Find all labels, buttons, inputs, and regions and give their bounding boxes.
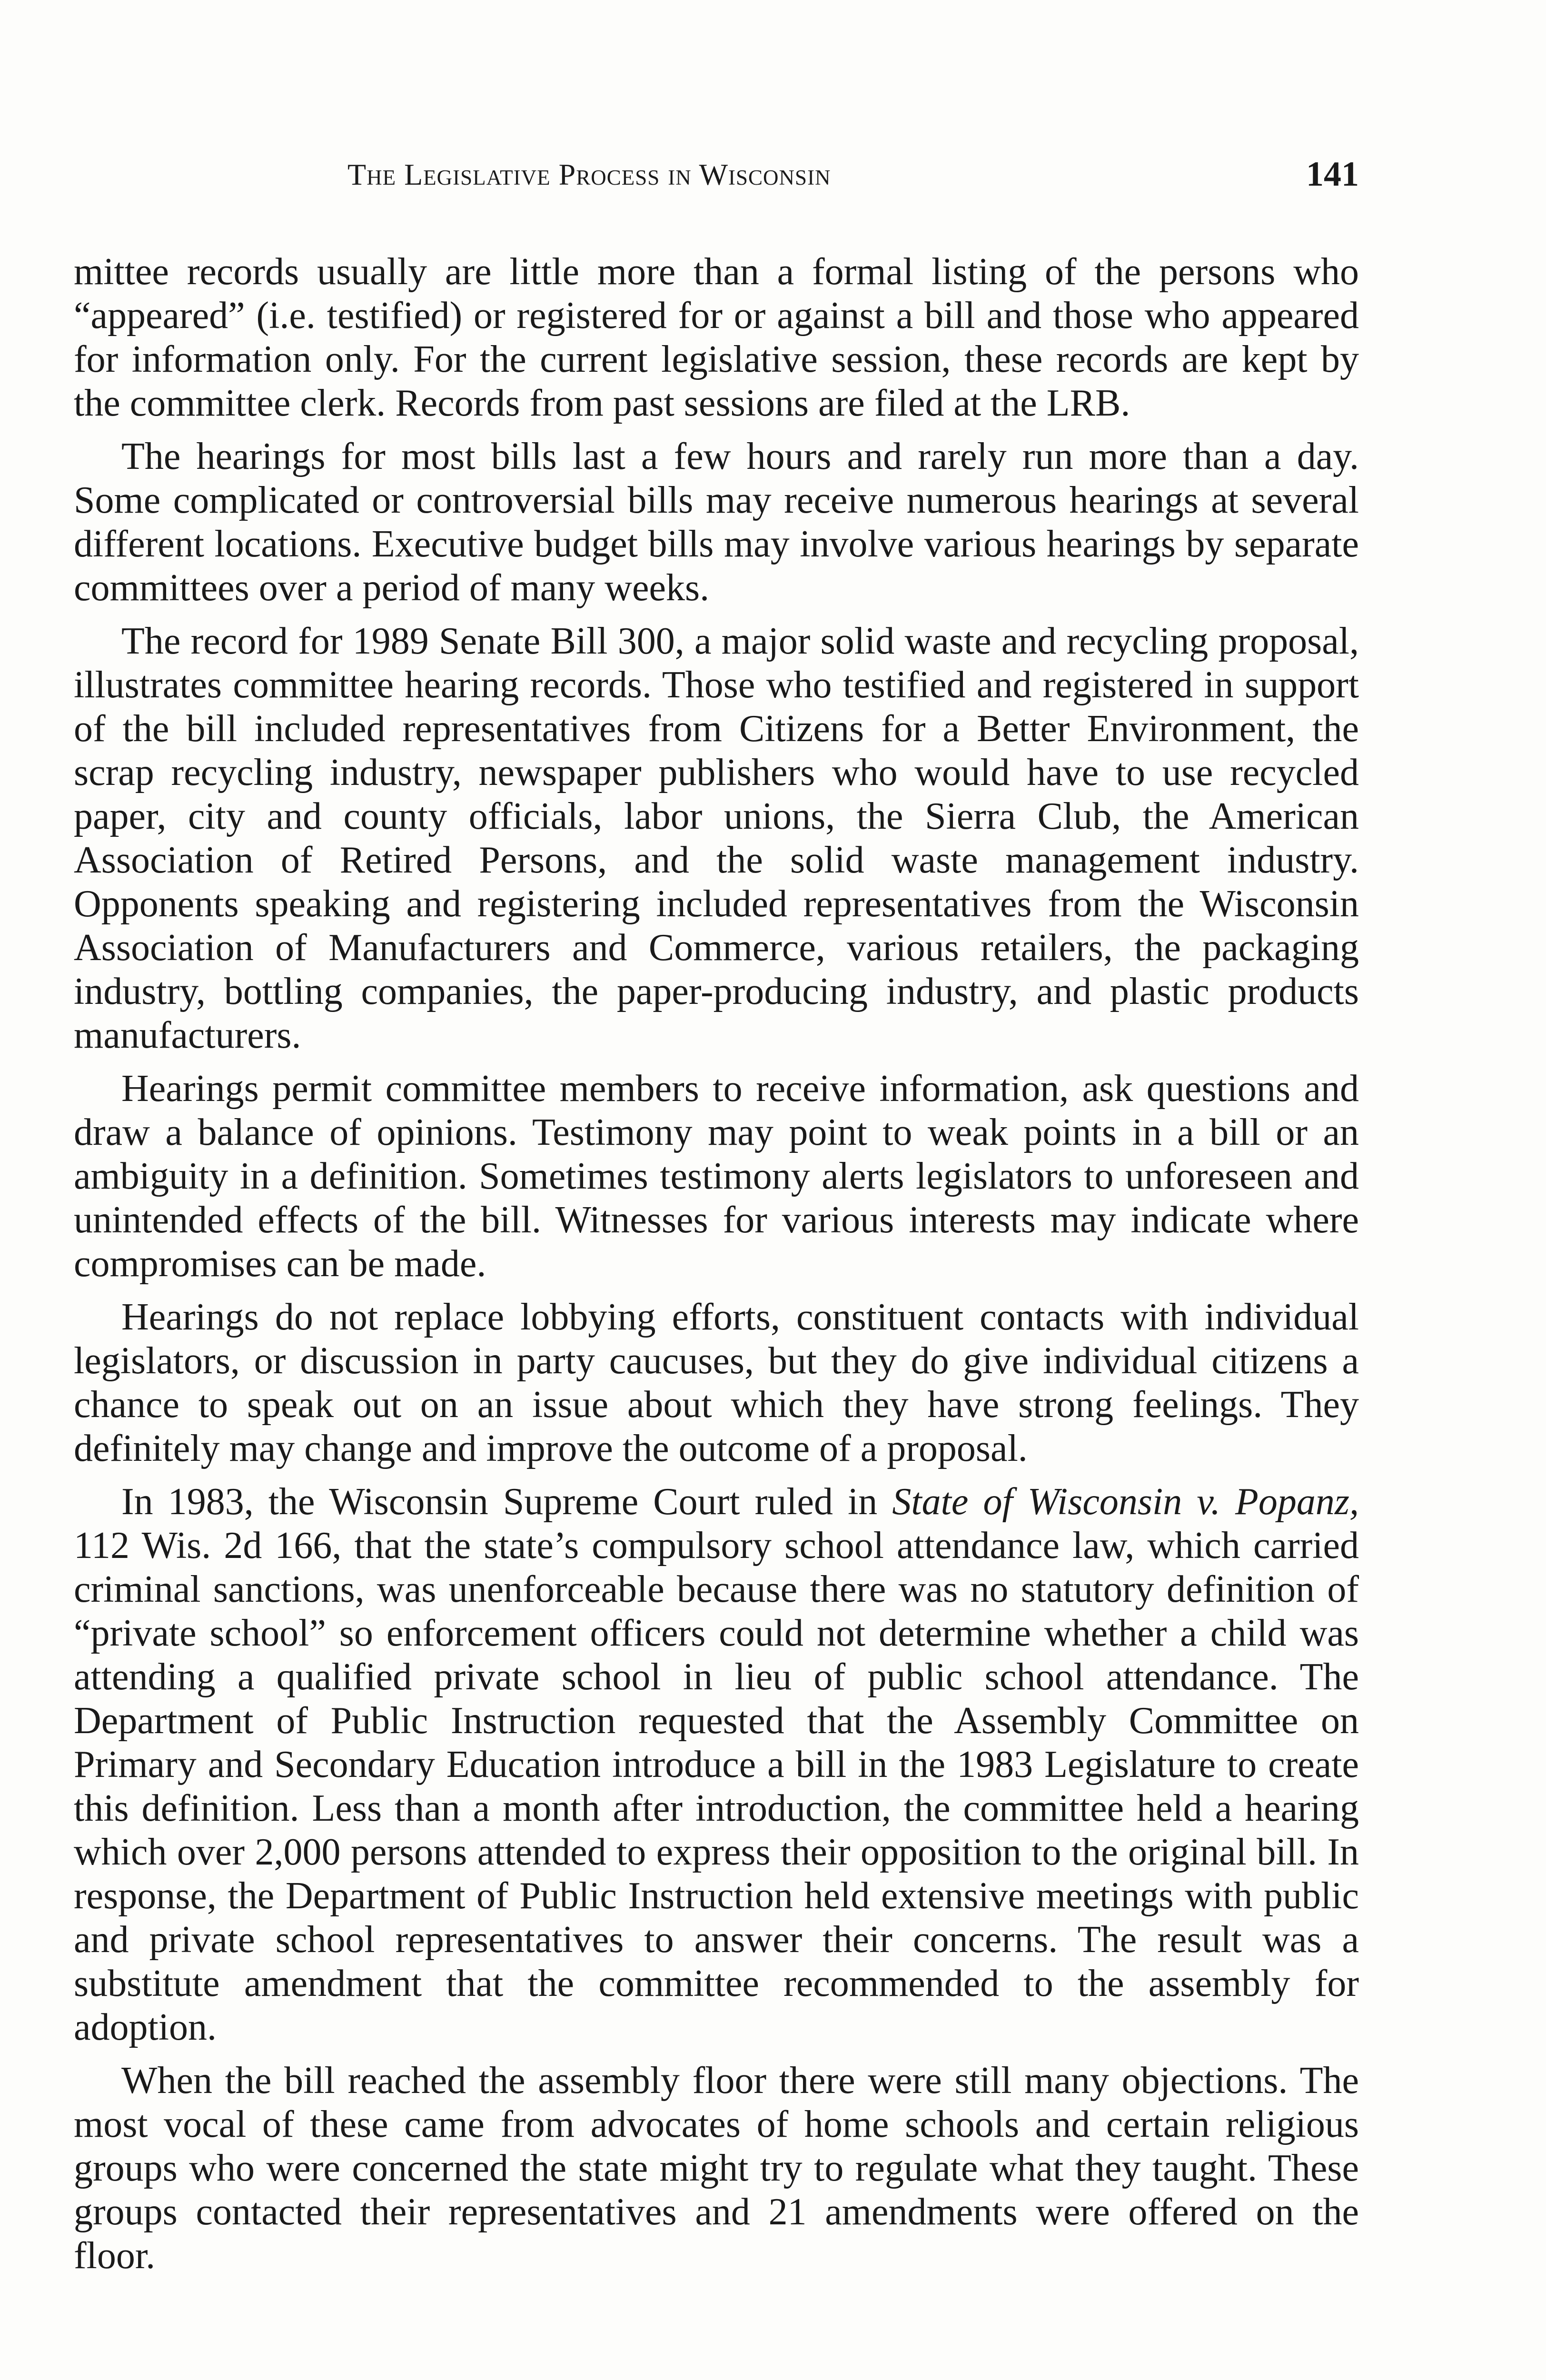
- running-head: [347, 157, 831, 192]
- page-header: [74, 157, 1359, 200]
- running-head-text: The Legislative Process in Wisconsin: [347, 158, 831, 191]
- body-text: [74, 250, 1359, 2287]
- paragraph-senate-bill-300: The record for 1989 Senate Bill 300, a major solid waste and recycling proposal, illustrates committee hearing records. Those who testified and registered in support of the bill included representatives from Citizens for a Better Environment, the scrap recycling industry, newspaper publishers who would have to use recycled paper, city and county officials, labor unions, the Sierra Club, the American Association of Retired Persons, and the solid waste management industry. Opponents speaking and registering included representatives from the Wisconsin Association of Manufacturers and Commerce, various retailers, the packaging industry, bottling companies, the paper-producing industry, and plastic products manufacturers.: [74, 620, 1359, 1056]
- paragraph-continuation: mittee records usually are little more than a formal listing of the persons who “appeared” (i.e. testified) or registered for or against a bill and those who appeared for information only. For the current legislative session, these records are kept by the committee clerk. Records from past sessions are filed at the LRB.: [74, 251, 1359, 424]
- paragraph-hearing-length: The hearings for most bills last a few hours and rarely run more than a day. Some complicated or controversial bills may receive numerous hearings at several different locations. Executive budget bills may involve various hearings by separate committees over a period of many weeks.: [74, 436, 1359, 609]
- page-number: 141: [1306, 155, 1359, 194]
- paragraph-hearing-limits: Hearings do not replace lobbying efforts, constituent contacts with individual legislators, or discussion in party caucuses, but they do give individual citizens a chance to speak out on an issue about which they have strong feelings. They definitely may change and improve the outcome of a proposal.: [74, 1296, 1359, 1469]
- paragraph-popanz-case: [74, 1480, 1359, 2049]
- paragraph-hearing-purpose: Hearings permit committee members to receive information, ask questions and draw a balance of opinions. Testimony may point to weak points in a bill or an ambiguity in a definition. Sometimes testimony alerts legislators to unforeseen and unintended effects of the bill. Witnesses for various interests may indicate where compromises can be made.: [74, 1068, 1359, 1285]
- case-citation: State of Wisconsin v. Popanz,: [892, 1481, 1359, 1523]
- paragraph-assembly-floor: When the bill reached the assembly floor there were still many objections. The most vocal of these came from advocates of home schools and certain religious groups who were concerned the state might try to regulate what they taught. These groups contacted their representatives and 21 amendments were offered on the floor.: [74, 2060, 1359, 2277]
- popanz-intro: In 1983, the Wisconsin Supreme Court ruled in: [121, 1481, 878, 1523]
- popanz-rest: 112 Wis. 2d 166, that the state’s compulsory school attendance law, which carried criminal sanctions, was unenforceable because there was no statutory definition of “private school” so enforcement officers could not determine whether a child was attending a qualified private school in lieu of public school attendance. The Department of Public Instruction requested that the Assembly Committee on Primary and Secondary Education introduce a bill in the 1983 Legislature to create this definition. Less than a month after introduction, the committee held a hearing which over 2,000 persons attended to express their opposition to the original bill. In response, the Department of Public Instruction held extensive meetings with public and private school representatives to answer their concerns. The result was a substitute amendment that the committee recommended to the assembly for adoption.: [74, 1525, 1359, 2048]
